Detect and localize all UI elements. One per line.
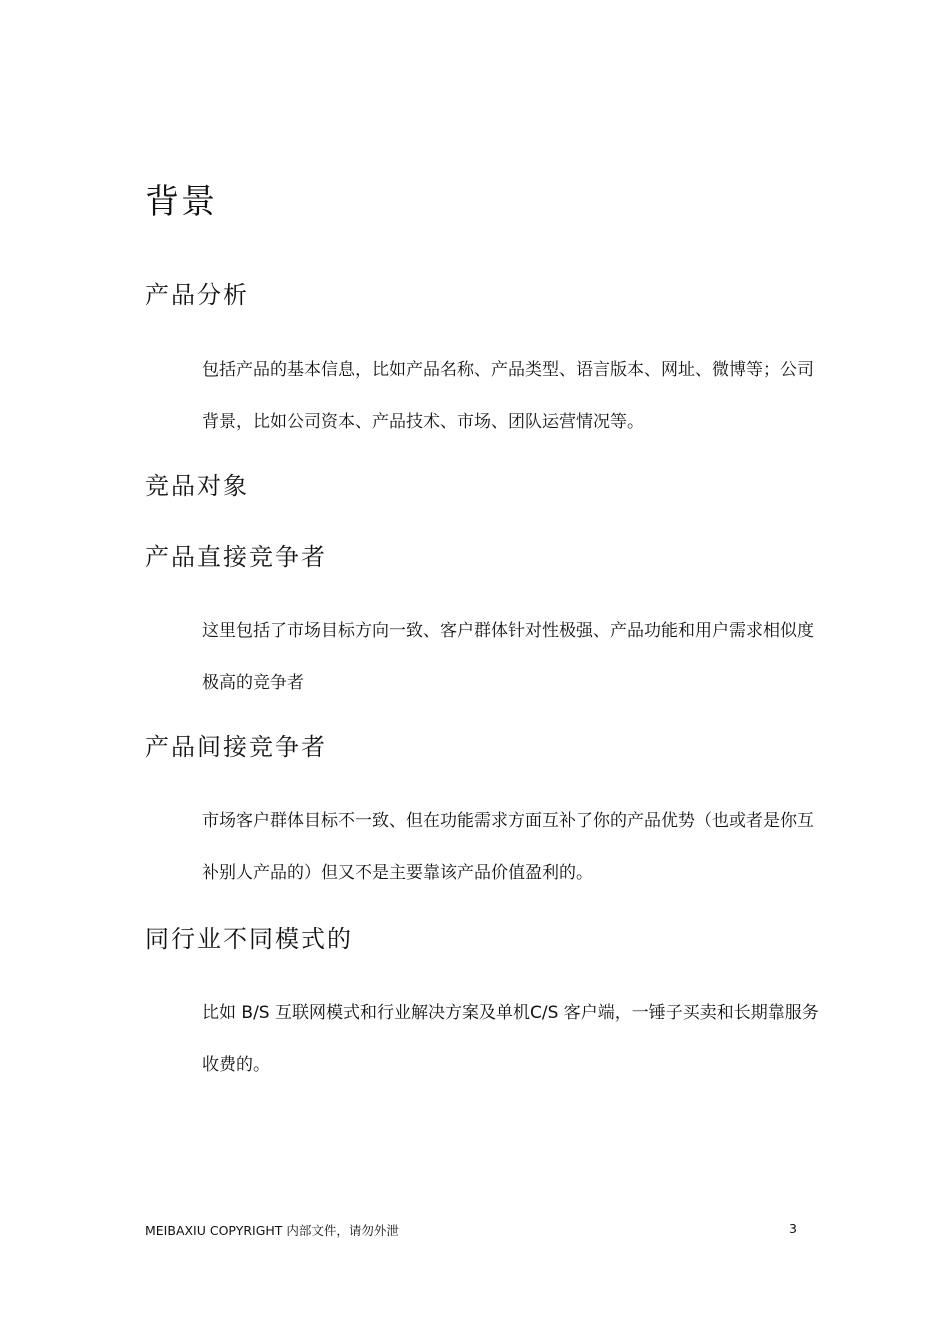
section-paragraph-direct-competitors: 这里包括了市场目标方向一致、客户群体针对性极强、产品功能和用户需求相似度 极高的竞争者	[202, 621, 814, 693]
section-paragraph-same-industry-different-model: 比如 B/S 互联网模式和行业解决方案及单机C/S 客户端，一锤子买卖和长期靠服务 收费的。	[202, 1003, 819, 1075]
section-heading-direct-competitors: 产品直接竞争者	[145, 543, 327, 571]
section-paragraph-indirect-competitors: 市场客户群体目标不一致、但在功能需求方面互补了你的产品优势（也或者是你互 补别人产品的）但又不是主要靠该产品价值盈利的。	[202, 811, 814, 883]
section-heading-same-industry-different-model: 同行业不同模式的	[145, 925, 353, 953]
section-heading-competitor-objects: 竞品对象	[145, 472, 249, 500]
footer-page-number: 3	[789, 1221, 797, 1236]
section-heading-indirect-competitors: 产品间接竞争者	[145, 733, 327, 761]
page-title: 背景	[145, 182, 217, 222]
section-heading-product-analysis: 产品分析	[145, 281, 249, 309]
section-paragraph-product-analysis: 包括产品的基本信息，比如产品名称、产品类型、语言版本、网址、微博等；公司 背景，比如公司资本、产品技术、市场、团队运营情况等。	[202, 360, 814, 432]
footer-copyright: MEIBAXIU COPYRIGHT 内部文件，请勿外泄	[145, 1223, 399, 1238]
